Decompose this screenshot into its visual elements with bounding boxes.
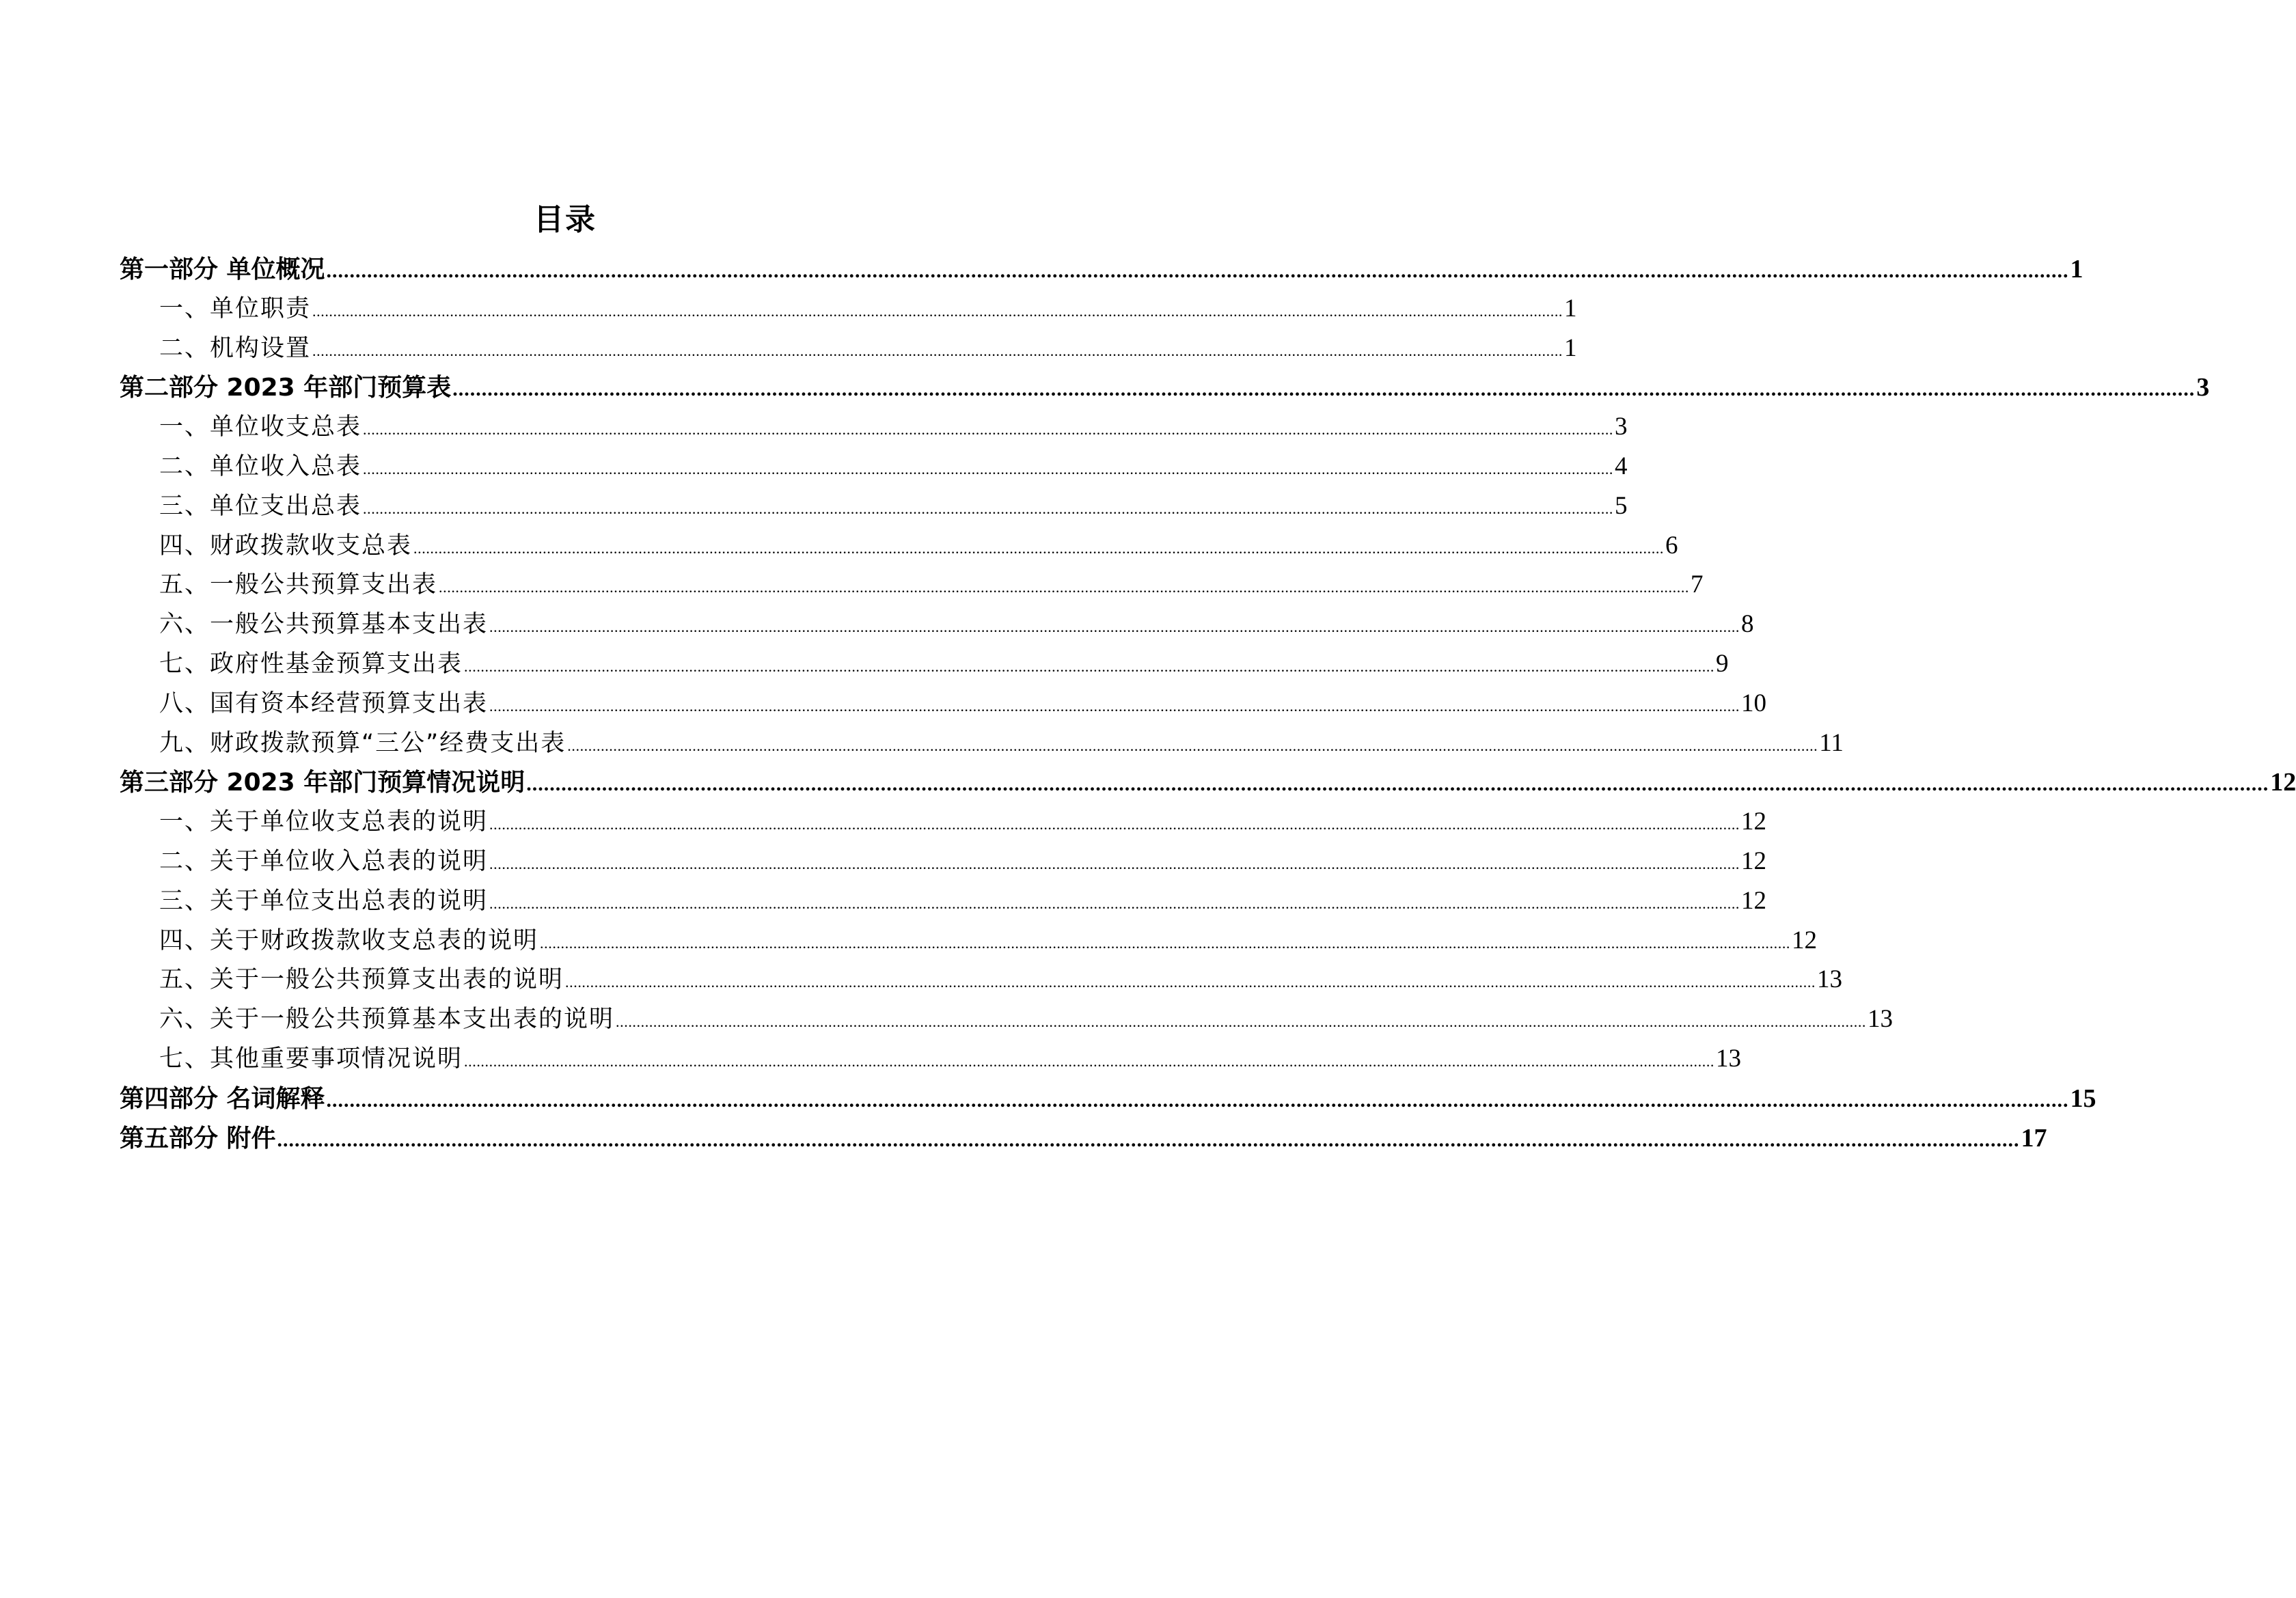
toc-entry-part-4[interactable] <box>120 1075 2096 1115</box>
dot-leader: ............................................................................................................................................................................................................................................................................................................ <box>489 894 1740 912</box>
dot-leader: ............................................................................................................................................................................................................................................................................................................ <box>277 1128 2020 1151</box>
toc-page-number: 13 <box>1716 1044 1742 1073</box>
table-of-contents <box>120 246 2296 1154</box>
toc-page-number: 5 <box>1615 491 1628 520</box>
toc-page-number: 12 <box>2270 768 2296 797</box>
toc-entry-label: 七、政府性基金预算支出表 <box>159 650 463 678</box>
toc-entry-label: 六、一般公共预算基本支出表 <box>159 611 489 639</box>
toc-entry[interactable] <box>120 325 1577 365</box>
toc-entry-label: 第四部分 名词解释 <box>120 1084 325 1113</box>
toc-entry[interactable] <box>120 720 1844 760</box>
toc-entry-label: 六、关于一般公共预算基本支出表的说明 <box>159 1006 615 1034</box>
toc-page-number: 13 <box>1868 1005 1894 1034</box>
toc-page-number: 12 <box>1741 886 1767 915</box>
dot-leader: ............................................................................................................................................................................................................................................................................................................ <box>489 697 1740 715</box>
toc-entry-label: 五、关于一般公共预算支出表的说明 <box>159 966 564 994</box>
dot-leader: ............................................................................................................................................................................................................................................................................................................ <box>489 618 1740 636</box>
toc-page-number: 12 <box>1741 846 1767 875</box>
toc-entry-part-3[interactable] <box>120 759 2296 799</box>
toc-entry-label: 第三部分 2023 年部门预算情况说明 <box>120 769 525 797</box>
toc-entry[interactable] <box>120 956 1843 996</box>
toc-entry-label: 三、关于单位支出总表的说明 <box>159 887 489 915</box>
dot-leader: ............................................................................................................................................................................................................................................................................................................ <box>363 499 1614 517</box>
toc-page-number: 10 <box>1741 689 1767 717</box>
toc-entry[interactable] <box>120 523 1678 562</box>
dot-leader: ............................................................................................................................................................................................................................................................................................................ <box>464 657 1715 675</box>
toc-page-number: 11 <box>1819 728 1844 757</box>
dot-leader: ............................................................................................................................................................................................................................................................................................................ <box>565 974 1816 991</box>
toc-page-number: 1 <box>1564 333 1577 362</box>
toc-entry[interactable] <box>120 404 1628 443</box>
toc-entry-label: 一、单位职责 <box>159 294 312 322</box>
dot-leader: ............................................................................................................................................................................................................................................................................................................ <box>526 773 2269 796</box>
toc-entry-label: 二、单位收入总表 <box>159 452 362 480</box>
toc-entry-label: 七、其他重要事项情况说明 <box>159 1045 463 1073</box>
toc-entry-label: 四、关于财政拨款收支总表的说明 <box>159 926 539 954</box>
toc-entry[interactable] <box>120 641 1729 680</box>
dot-leader: ............................................................................................................................................................................................................................................................................................................ <box>413 539 1665 557</box>
toc-entry[interactable] <box>120 286 1577 325</box>
dot-leader: ............................................................................................................................................................................................................................................................................................................ <box>312 302 1563 320</box>
toc-page-number: 13 <box>1817 965 1843 994</box>
dot-leader: ............................................................................................................................................................................................................................................................................................................ <box>489 816 1740 834</box>
toc-page-number: 12 <box>1792 926 1818 954</box>
dot-leader: ............................................................................................................................................................................................................................................................................................................ <box>616 1013 1867 1031</box>
toc-title: 目录 <box>534 202 597 237</box>
dot-leader: ............................................................................................................................................................................................................................................................................................................ <box>439 579 1690 596</box>
toc-entry[interactable] <box>120 601 1754 641</box>
toc-page-number: 4 <box>1615 452 1628 480</box>
toc-entry-label: 二、机构设置 <box>159 334 312 362</box>
toc-entry[interactable] <box>120 680 1767 720</box>
toc-page-number: 1 <box>2070 255 2083 284</box>
toc-page-number: 3 <box>2196 373 2210 402</box>
toc-entry-label: 三、单位支出总表 <box>159 492 362 520</box>
toc-page-number: 9 <box>1716 649 1729 678</box>
dot-leader: ............................................................................................................................................................................................................................................................................................................ <box>464 1052 1715 1070</box>
toc-entry-label: 八、国有资本经营预算支出表 <box>159 689 489 717</box>
toc-entry-label: 四、财政拨款收支总表 <box>159 532 413 560</box>
toc-entry-label: 一、关于单位收支总表的说明 <box>159 808 489 836</box>
toc-entry[interactable] <box>120 443 1628 483</box>
toc-page-number: 1 <box>1564 294 1577 322</box>
toc-entry[interactable] <box>120 996 1894 1036</box>
toc-entry-part-1[interactable] <box>120 246 2083 286</box>
toc-entry-part-2[interactable] <box>120 364 2210 404</box>
dot-leader: ............................................................................................................................................................................................................................................................................................................ <box>326 260 2069 282</box>
toc-entry[interactable] <box>120 562 1704 601</box>
toc-page-number: 17 <box>2021 1123 2047 1153</box>
toc-entry[interactable] <box>120 799 1767 838</box>
toc-entry-label: 第二部分 2023 年部门预算表 <box>120 374 452 402</box>
toc-entry[interactable] <box>120 483 1628 523</box>
toc-entry-label: 二、关于单位收入总表的说明 <box>159 847 489 875</box>
toc-page-number: 15 <box>2070 1084 2096 1113</box>
dot-leader: ............................................................................................................................................................................................................................................................................................................ <box>567 736 1818 754</box>
dot-leader: ............................................................................................................................................................................................................................................................................................................ <box>363 421 1614 439</box>
dot-leader: ............................................................................................................................................................................................................................................................................................................ <box>312 342 1563 359</box>
toc-entry[interactable] <box>120 1036 1742 1075</box>
dot-leader: ............................................................................................................................................................................................................................................................................................................ <box>489 855 1740 872</box>
toc-entry-label: 一、单位收支总表 <box>159 413 362 441</box>
toc-page-number: 8 <box>1741 610 1754 639</box>
toc-page-number: 12 <box>1741 808 1767 836</box>
toc-entry[interactable] <box>120 918 1818 957</box>
toc-page-number: 6 <box>1665 531 1678 560</box>
toc-entry-label: 第五部分 附件 <box>120 1124 276 1153</box>
toc-page-number: 3 <box>1615 413 1628 441</box>
toc-page-number: 7 <box>1691 570 1704 599</box>
toc-entry-label: 五、一般公共预算支出表 <box>159 571 438 599</box>
toc-entry[interactable] <box>120 838 1767 878</box>
dot-leader: ............................................................................................................................................................................................................................................................................................................ <box>326 1088 2069 1112</box>
toc-entry[interactable] <box>120 878 1767 918</box>
dot-leader: ............................................................................................................................................................................................................................................................................................................ <box>452 378 2196 401</box>
dot-leader: ............................................................................................................................................................................................................................................................................................................ <box>363 460 1614 478</box>
toc-entry-label: 第一部分 单位概况 <box>120 256 325 284</box>
dot-leader: ............................................................................................................................................................................................................................................................................................................ <box>540 934 1791 952</box>
toc-entry-part-5[interactable] <box>120 1115 2047 1155</box>
toc-entry-label: 九、财政拨款预算“三公”经费支出表 <box>159 729 566 757</box>
